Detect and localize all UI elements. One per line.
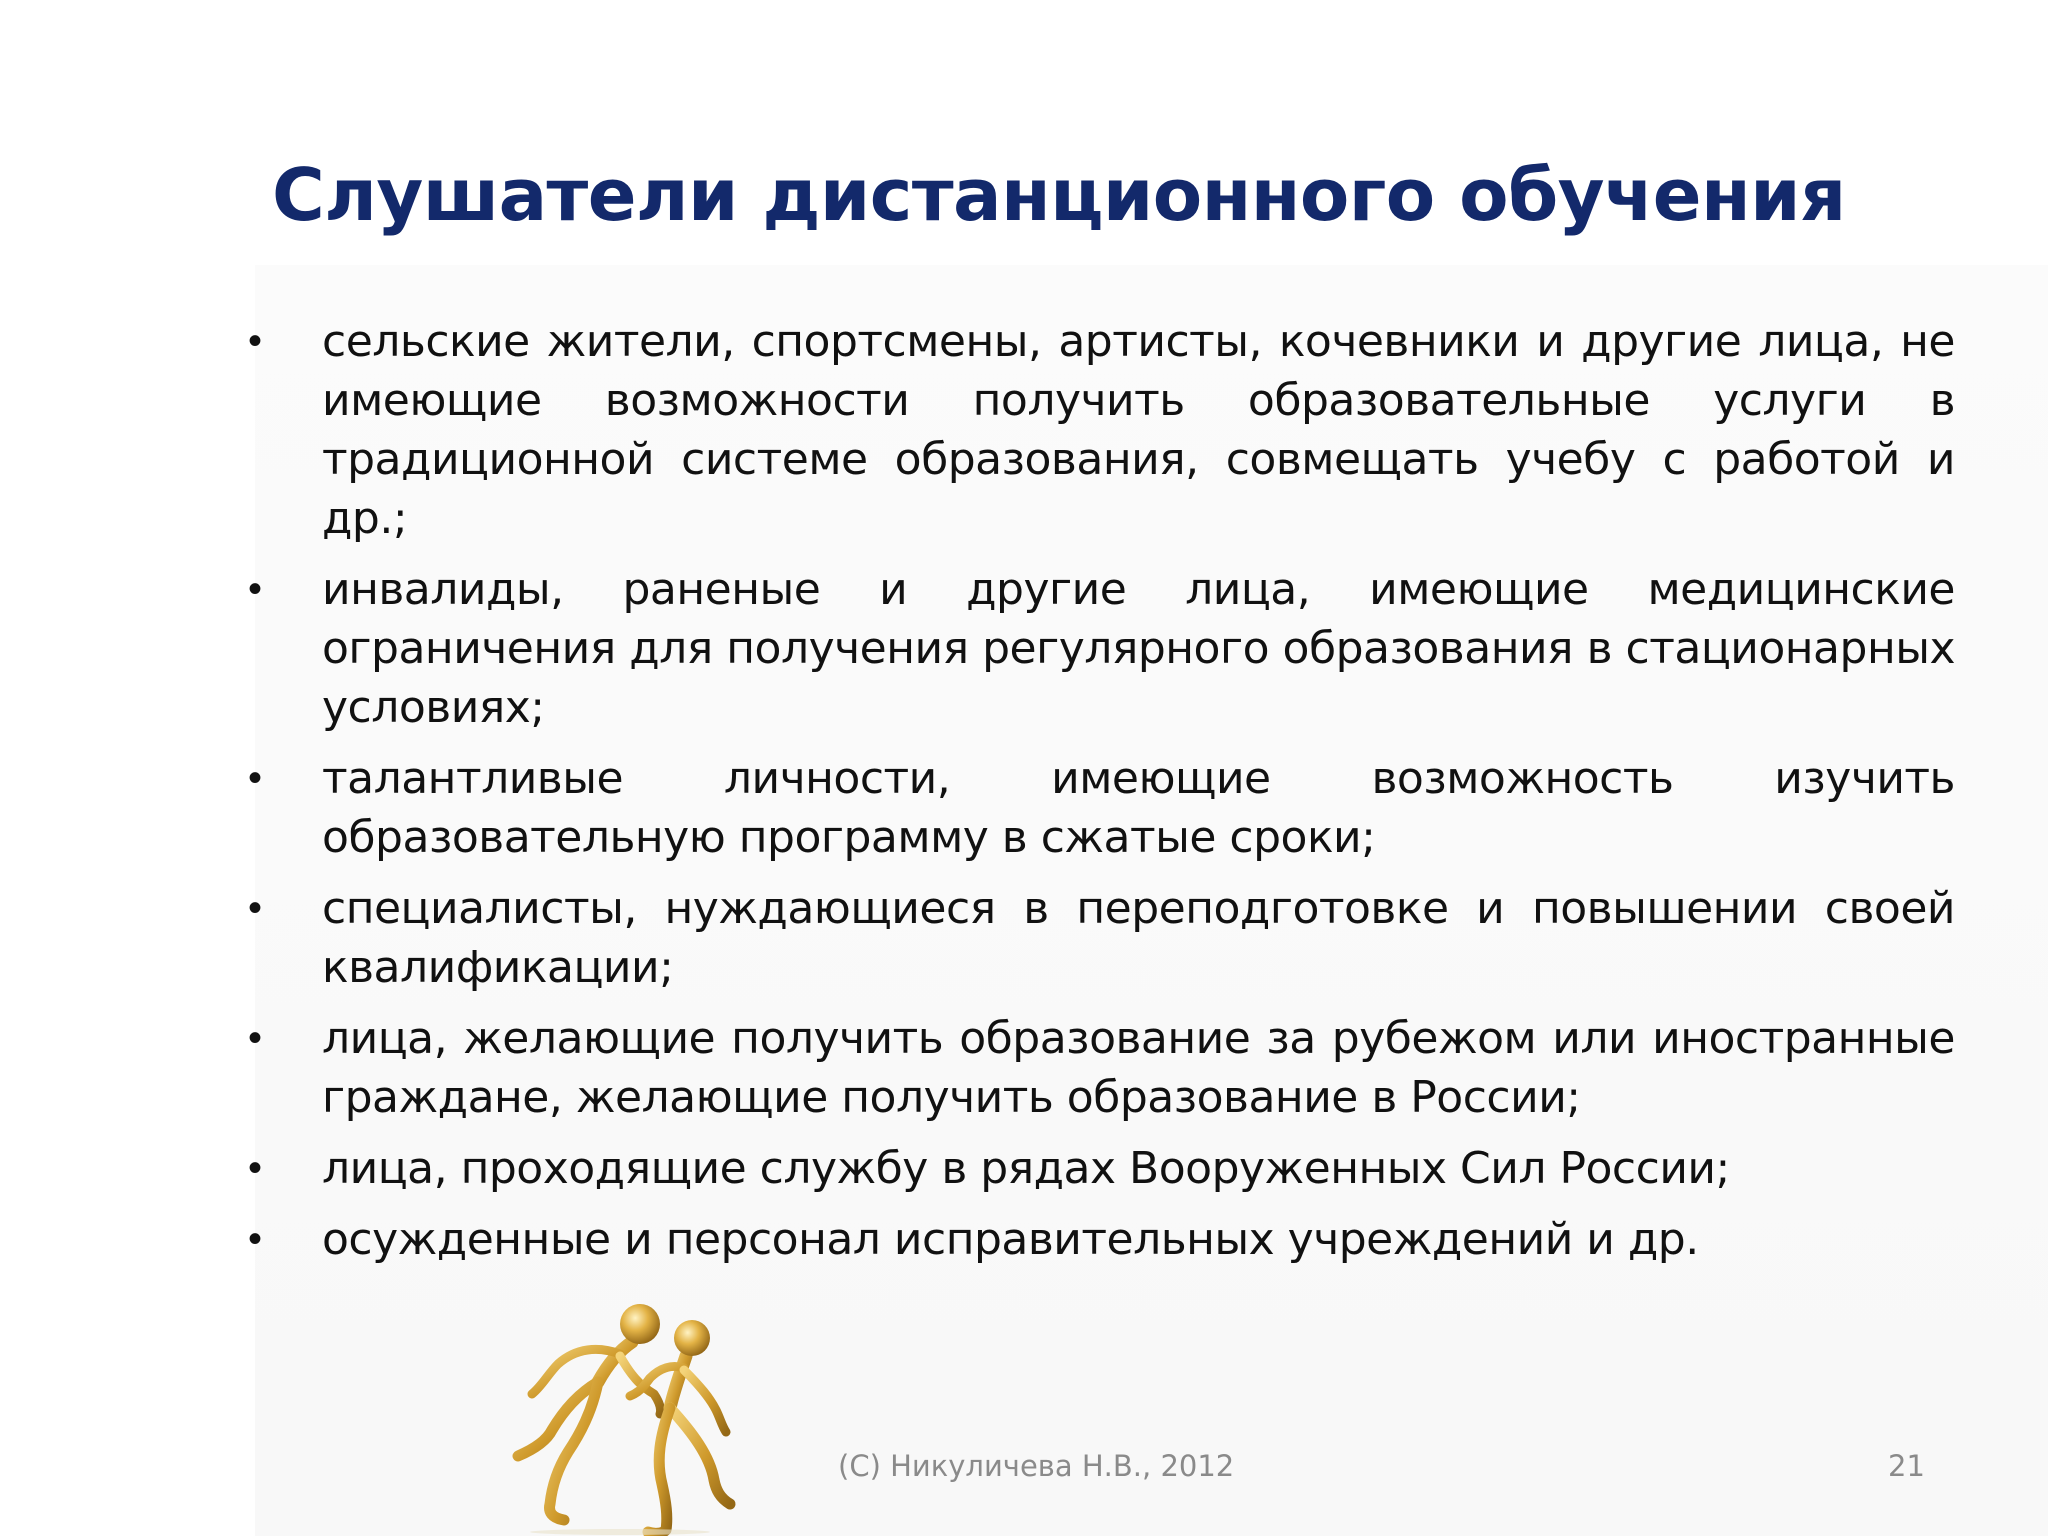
bullet-item xyxy=(240,749,1955,867)
bullet-item xyxy=(240,560,1955,737)
bullet-item xyxy=(240,1210,1955,1269)
bullet-text: талантливые личности, имеющие возможность изучить образовательную программу в сжатые сроки; xyxy=(322,753,1955,863)
bullet-marker: • xyxy=(247,1217,262,1261)
bullet-marker: • xyxy=(247,1016,262,1060)
running-figures-image xyxy=(470,1290,760,1536)
bullet-item xyxy=(240,1009,1955,1127)
bullet-marker: • xyxy=(247,886,262,930)
bullet-marker: • xyxy=(247,319,262,363)
bullet-marker: • xyxy=(247,756,262,800)
bullet-text: сельские жители, спортсмены, артисты, кочевники и другие лица, не имеющие возможности получить образовательные услуги в традиционной системе образования, совмещать учебу с работой и др.; xyxy=(322,316,1955,544)
footer-copyright: (С) Никуличева Н.В., 2012 xyxy=(838,1449,1235,1483)
bullet-marker: • xyxy=(247,1146,262,1190)
bullet-item xyxy=(240,879,1955,997)
bullet-text: инвалиды, раненые и другие лица, имеющие медицинские ограничения для получения регулярного образования в стационарных условиях; xyxy=(322,564,1955,733)
bullet-item xyxy=(240,312,1955,548)
bullet-text: осужденные и персонал исправительных учреждений и др. xyxy=(322,1214,1699,1265)
figure-head xyxy=(620,1304,660,1344)
bullet-list xyxy=(240,312,1955,1281)
bullet-text: специалисты, нуждающиеся в переподготовке и повышении своей квалификации; xyxy=(322,883,1955,993)
slide-title: Слушатели дистанционного обучения xyxy=(272,153,1846,237)
figure-head xyxy=(674,1320,710,1356)
bullet-item xyxy=(240,1139,1955,1198)
bullet-text: лица, проходящие службу в рядах Вооруженных Сил России; xyxy=(322,1143,1730,1194)
bullet-marker: • xyxy=(247,567,262,611)
bullet-text: лица, желающие получить образование за рубежом или иностранные граждане, желающие получить образование в России; xyxy=(322,1013,1955,1123)
page-number: 21 xyxy=(1888,1449,1925,1483)
